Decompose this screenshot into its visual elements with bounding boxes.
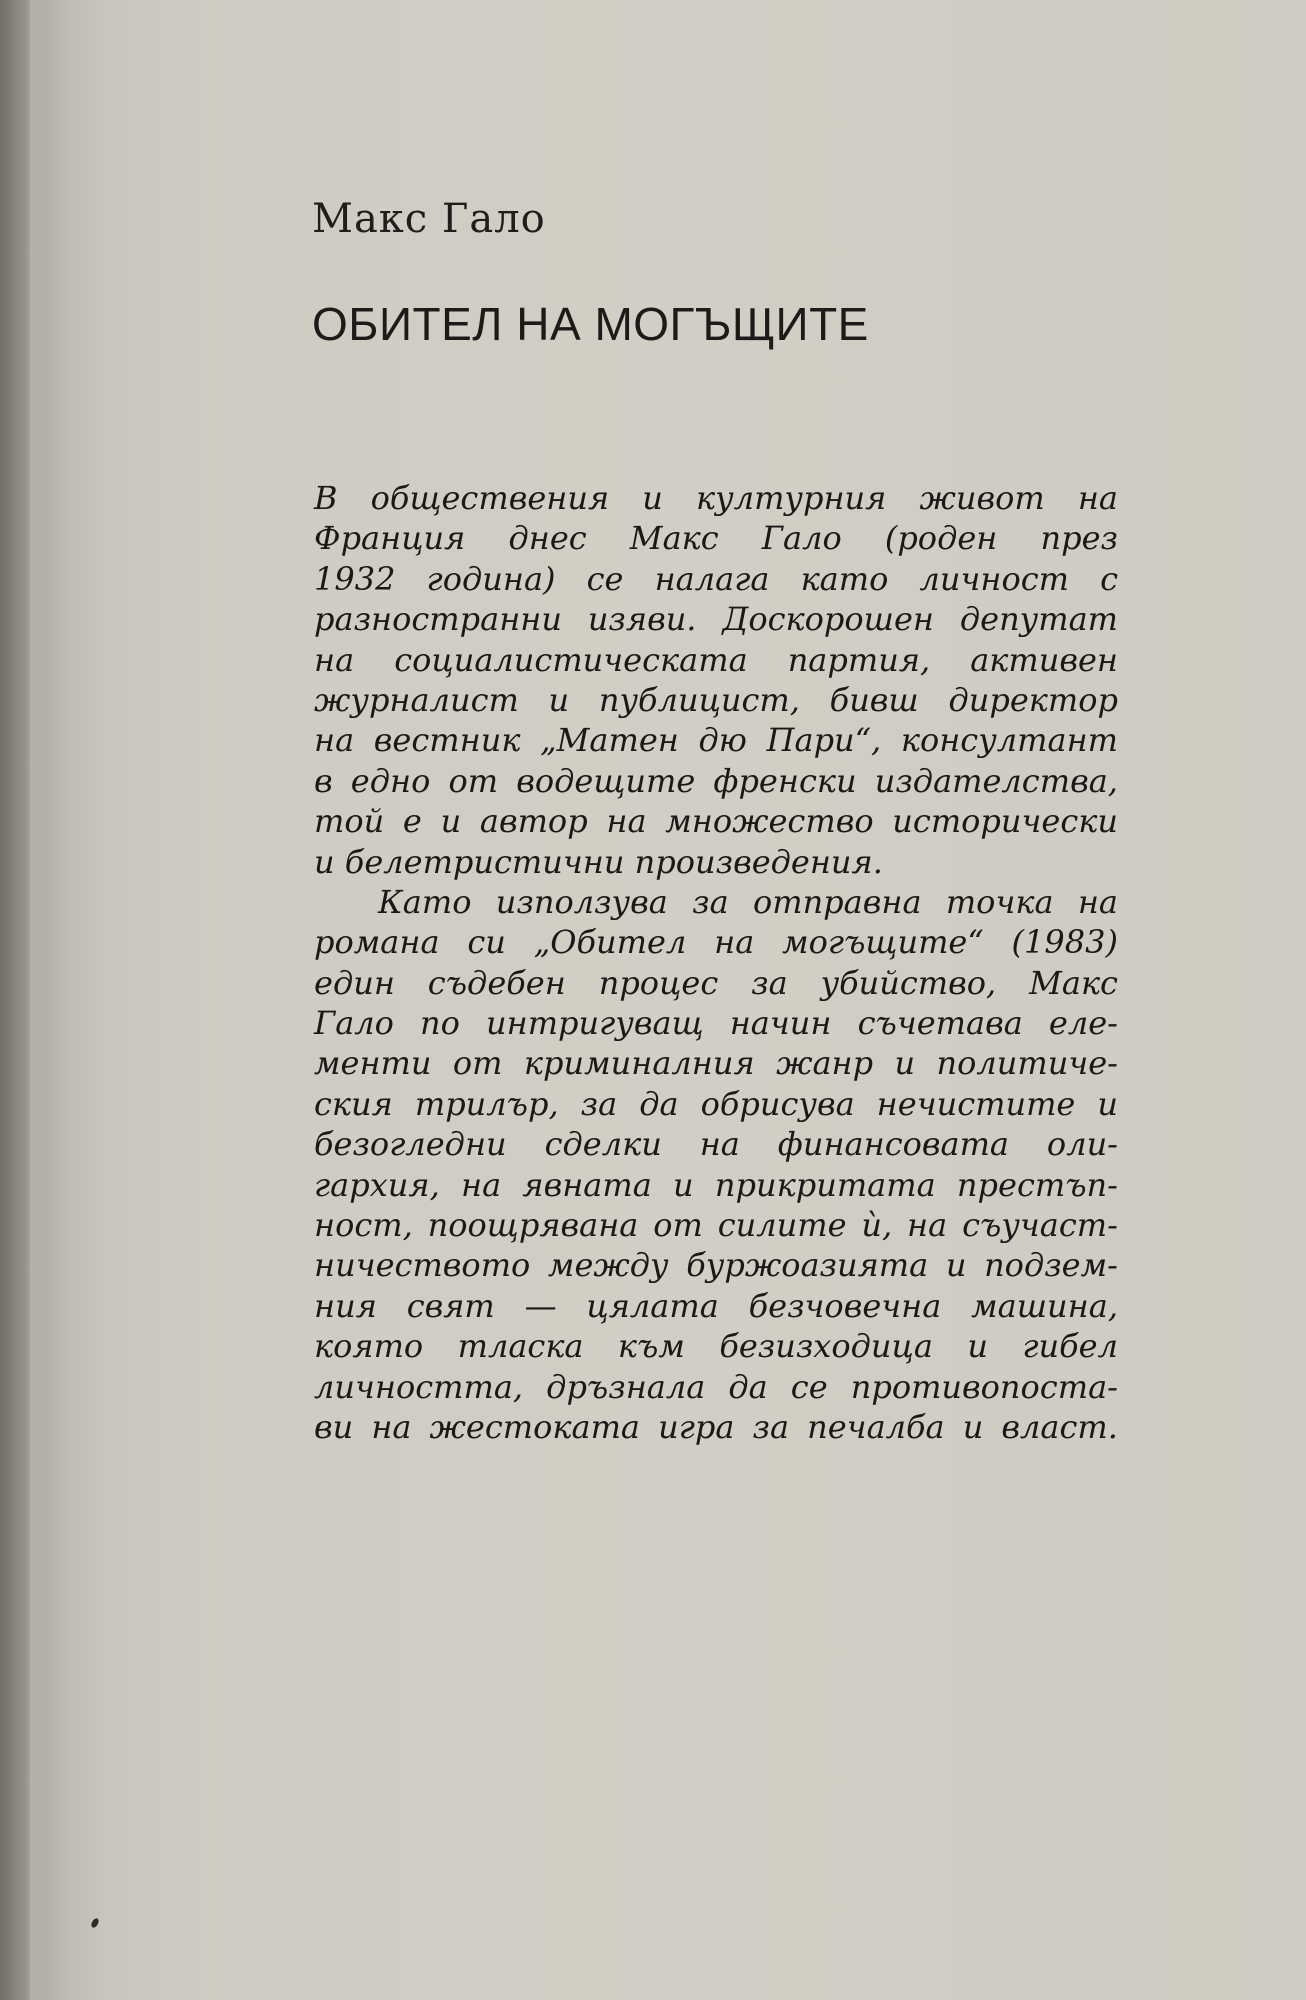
text-line: безогледни сделки на финансовата оли-: [314, 1125, 1118, 1164]
text-line: ви на жестоката игра за печалба и власт.: [314, 1407, 1118, 1446]
binding-shadow: [0, 0, 30, 2000]
author-name: Макс Гало: [312, 196, 546, 242]
text-line: един съдебен процес за убийство, Макс: [314, 963, 1118, 1002]
text-line: журналист и публицист, бивш директор: [314, 680, 1118, 719]
text-line: на социалистическата партия, активен: [314, 640, 1118, 679]
paper-speck: [90, 1917, 100, 1929]
page-edge: [30, 0, 50, 2000]
text-line: на вестник „Матен дю Пари“, консултант: [314, 721, 1118, 760]
text-line: В обществения и културния живот на: [314, 479, 1118, 517]
text-line: и белетристични произведения.: [314, 842, 883, 881]
text-line: романа си „Обител на могъщите“ (1983): [314, 923, 1118, 962]
text-line: Франция днес Макс Гало (роден през: [314, 519, 1118, 558]
text-line: ския трилър, за да обрисува нечистите и: [314, 1084, 1118, 1123]
text-line: ния свят — цялата безчовечна машина,: [314, 1286, 1118, 1325]
book-title: ОБИТЕЛ НА МОГЪЩИТЕ: [312, 298, 869, 350]
text-line: гархия, на явната и прикритата престъп-: [314, 1165, 1118, 1204]
text-line: която тласка към безизходица и гибел: [314, 1327, 1118, 1366]
text-line: ност, поощрявана от силите ѝ, на съучаст-: [314, 1206, 1118, 1245]
text-line: разностранни изяви. Доскорошен депутат: [314, 600, 1118, 639]
text-line: той е и автор на множество исторически: [314, 802, 1118, 841]
annotation-text: [314, 478, 1118, 1447]
text-line: ничеството между буржоазията и подзем-: [314, 1246, 1118, 1285]
text-line: личността, дръзнала да се противопоста-: [314, 1367, 1118, 1406]
text-line: в едно от водещите френски издателства,: [314, 761, 1118, 800]
text-line: менти от криминалния жанр и политиче-: [314, 1044, 1118, 1083]
text-line: 1932 година) се налага като личност с: [314, 559, 1118, 598]
text-line: Като използува за отправна точка на: [378, 882, 1118, 921]
text-line: Гало по интригуващ начин съчетава еле-: [314, 1004, 1118, 1043]
